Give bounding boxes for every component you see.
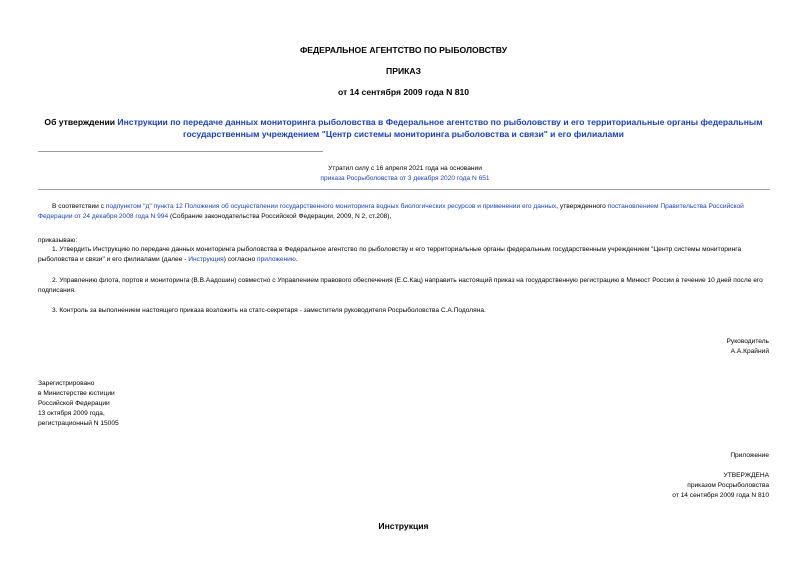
title-link[interactable]: Инструкции по передаче данных мониторинга рыболовства в Федеральное агентство по рыболовству и его территориальные органы федеральным государственным учреждением "Центр системы мониторинга рыболовства и связи" и его филиалами xyxy=(117,117,763,139)
item1-text-b: ) согласно xyxy=(223,256,258,263)
preamble-text-3: (Собрание законодательства Российской Федерации, 2009, N 2, ст.208), xyxy=(168,213,392,220)
approval-by-order: приказом Росрыболовства xyxy=(687,482,769,489)
divider-full xyxy=(38,189,770,190)
registration-line-4: 13 октября 2009 года, xyxy=(38,410,105,417)
document-title xyxy=(40,116,767,140)
signature-block xyxy=(727,337,769,357)
order-item-2: 2. Управлению флота, портов и мониторинга (В.В.Аадошин) совместно с Управлением правового обеспечения (Е.С.Кац) направить настоящий приказ на государственную регистрацию в Минюст России в течение 10 дней после его подписания. xyxy=(38,277,763,294)
document-type: ПРИКАЗ xyxy=(386,66,421,76)
registration-line-5: регистрационный N 15005 xyxy=(38,420,119,427)
registration-line-1: Зарегистрировано xyxy=(38,380,95,387)
preamble-link-1[interactable]: подпунктом "д" пункта 12 Положения об осуществлении государственного мониторинга водных биологических ресурсов и применении его данных xyxy=(105,203,557,210)
status-link[interactable]: приказа Росрыболовства от 3 декабря 2020 года N 651 xyxy=(320,175,490,182)
status-line: Утратил силу с 16 апреля 2021 года на основании xyxy=(328,165,482,172)
status-note xyxy=(230,164,580,184)
approval-approved: УТВЕРЖДЕНА xyxy=(723,472,769,479)
preamble-link-2[interactable]: постановлением Правительства Российской Федерации от 24 декабря 2008 года N 994 xyxy=(38,203,744,220)
item1-link-instruction[interactable]: Инструкция xyxy=(188,256,224,263)
item1-text-c: . xyxy=(295,256,298,263)
registration-line-2: в Министерстве юстиции xyxy=(38,390,115,397)
signature-name: А.А.Крайний xyxy=(730,348,769,355)
order-item-3: 3. Контроль за выполнением настоящего приказа возложить на статс-секретаря - заместителя руководителя Росрыболовства С.А.Подоляна. xyxy=(52,307,486,314)
item1-text-a: 1. Утвердить Инструкцию по передаче данных мониторинга рыболовства в Федеральное агентство по рыболовству и его территориальные органы федеральным государственным учреждением "Центр системы мониторинга рыболовства и связи" и его филиалами (далее - xyxy=(38,246,742,263)
preamble-paragraph xyxy=(38,202,770,222)
preamble-text-1: В соответствии с xyxy=(52,203,106,210)
signature-role: Руководитель xyxy=(726,338,769,345)
preamble-text-2: , утвержденного xyxy=(556,203,608,210)
title-prefix: Об утверждении xyxy=(44,117,118,127)
approval-date: от 14 сентября 2009 года N 810 xyxy=(672,492,769,499)
divider-short xyxy=(38,151,323,152)
approval-block xyxy=(672,471,769,501)
registration-block xyxy=(38,379,119,429)
item1-link-appendix[interactable]: приложению xyxy=(257,256,296,263)
order-item-1 xyxy=(38,245,770,265)
instruction-heading: Инструкция xyxy=(378,521,429,531)
appendix-label: Приложение xyxy=(730,452,769,459)
registration-line-3: Российской Федерации xyxy=(38,400,110,407)
document-date-number: от 14 сентября 2009 года N 810 xyxy=(337,87,470,97)
agency-name: ФЕДЕРАЛЬНОЕ АГЕНТСТВО ПО РЫБОЛОВСТВУ xyxy=(299,45,508,55)
order-word: приказываю: xyxy=(38,237,78,244)
